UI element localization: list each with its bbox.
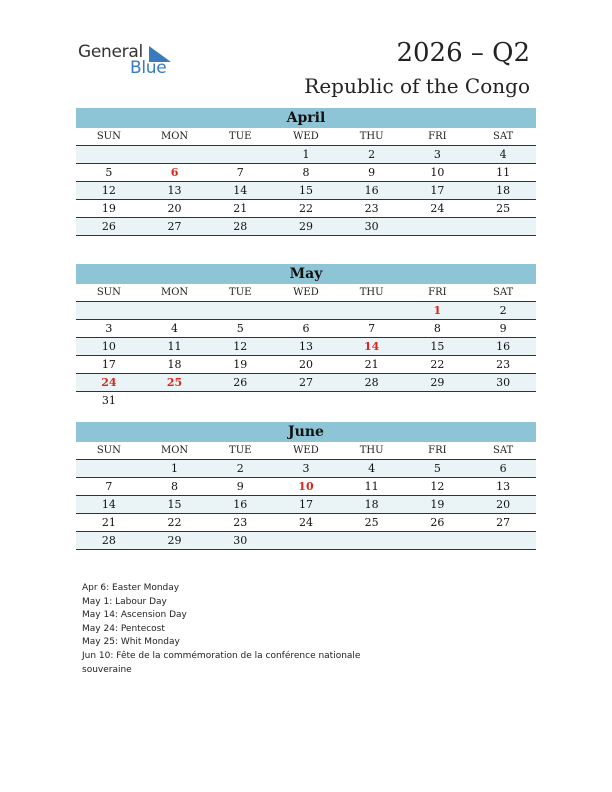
weekday-label: FRI xyxy=(405,284,471,302)
day-cell: 1 xyxy=(405,302,471,320)
week-row xyxy=(76,218,536,236)
day-cell: 23 xyxy=(470,356,536,374)
empty-day-cell xyxy=(76,460,142,478)
day-cell: 11 xyxy=(470,164,536,182)
day-cell: 9 xyxy=(339,164,405,182)
day-cell: 13 xyxy=(142,182,208,200)
day-cell: 24 xyxy=(273,514,339,532)
day-cell: 22 xyxy=(273,200,339,218)
day-cell: 29 xyxy=(273,218,339,236)
empty-day-cell xyxy=(470,392,536,410)
holiday-note: May 25: Whit Monday xyxy=(82,637,180,648)
day-cell: 5 xyxy=(76,164,142,182)
empty-day-cell xyxy=(273,392,339,410)
day-cell: 13 xyxy=(470,478,536,496)
weekday-label: THU xyxy=(339,284,405,302)
day-cell: 2 xyxy=(339,146,405,164)
day-cell: 15 xyxy=(273,182,339,200)
day-cell: 2 xyxy=(470,302,536,320)
day-cell: 14 xyxy=(207,182,273,200)
day-cell: 20 xyxy=(470,496,536,514)
weekday-label: WED xyxy=(273,128,339,146)
holiday-note: May 1: Labour Day xyxy=(82,596,167,607)
holiday-note: May 24: Pentecost xyxy=(82,623,165,634)
page-title: 2026 – Q2 xyxy=(396,38,530,68)
day-cell: 28 xyxy=(339,374,405,392)
day-cell: 7 xyxy=(76,478,142,496)
day-cell: 8 xyxy=(273,164,339,182)
day-cell: 18 xyxy=(339,496,405,514)
empty-day-cell xyxy=(273,302,339,320)
week-row xyxy=(76,302,536,320)
day-cell: 18 xyxy=(470,182,536,200)
day-cell: 6 xyxy=(273,320,339,338)
day-cell: 4 xyxy=(142,320,208,338)
day-cell: 25 xyxy=(470,200,536,218)
day-cell: 29 xyxy=(405,374,471,392)
day-cell: 6 xyxy=(470,460,536,478)
weekday-label: FRI xyxy=(405,128,471,146)
day-cell: 20 xyxy=(273,356,339,374)
day-cell: 12 xyxy=(207,338,273,356)
empty-day-cell xyxy=(470,218,536,236)
day-cell: 17 xyxy=(405,182,471,200)
day-cell: 7 xyxy=(207,164,273,182)
holiday-note: May 14: Ascension Day xyxy=(82,610,187,621)
day-cell: 10 xyxy=(273,478,339,496)
week-row xyxy=(76,460,536,478)
weekday-label: FRI xyxy=(405,442,471,460)
weekday-label: THU xyxy=(339,442,405,460)
day-cell: 28 xyxy=(207,218,273,236)
day-cell: 3 xyxy=(405,146,471,164)
empty-day-cell xyxy=(405,532,471,550)
day-cell: 18 xyxy=(142,356,208,374)
weekday-label: WED xyxy=(273,284,339,302)
calendar-table xyxy=(76,128,536,236)
day-cell: 1 xyxy=(142,460,208,478)
day-cell: 8 xyxy=(142,478,208,496)
empty-day-cell xyxy=(207,146,273,164)
weekday-label: SAT xyxy=(470,128,536,146)
weekday-label: SUN xyxy=(76,128,142,146)
day-cell: 25 xyxy=(339,514,405,532)
day-cell: 11 xyxy=(142,338,208,356)
empty-day-cell xyxy=(273,532,339,550)
empty-day-cell xyxy=(339,392,405,410)
day-cell: 16 xyxy=(207,496,273,514)
weekday-label: MON xyxy=(142,128,208,146)
day-cell: 12 xyxy=(405,478,471,496)
day-cell: 9 xyxy=(470,320,536,338)
week-row xyxy=(76,164,536,182)
day-cell: 10 xyxy=(76,338,142,356)
day-cell: 9 xyxy=(207,478,273,496)
day-cell: 10 xyxy=(405,164,471,182)
logo-word-general: General xyxy=(78,42,143,62)
weekday-row xyxy=(76,442,536,460)
week-row xyxy=(76,532,536,550)
day-cell: 27 xyxy=(273,374,339,392)
weekday-label: SUN xyxy=(76,442,142,460)
month-title: June xyxy=(76,422,536,442)
empty-day-cell xyxy=(339,302,405,320)
day-cell: 21 xyxy=(339,356,405,374)
holiday-notes xyxy=(82,582,382,677)
day-cell: 17 xyxy=(76,356,142,374)
day-cell: 14 xyxy=(339,338,405,356)
day-cell: 22 xyxy=(142,514,208,532)
holiday-note: Jun 10: Fête de la commémoration de la conférence nationale xyxy=(82,650,361,661)
day-cell: 30 xyxy=(339,218,405,236)
day-cell: 24 xyxy=(76,374,142,392)
weekday-label: WED xyxy=(273,442,339,460)
week-row xyxy=(76,374,536,392)
day-cell: 26 xyxy=(405,514,471,532)
empty-day-cell xyxy=(405,218,471,236)
weekday-label: TUE xyxy=(207,128,273,146)
week-row xyxy=(76,496,536,514)
weekday-label: SAT xyxy=(470,442,536,460)
weekday-label: TUE xyxy=(207,442,273,460)
day-cell: 16 xyxy=(470,338,536,356)
day-cell: 12 xyxy=(76,182,142,200)
holiday-note: Apr 6: Easter Monday xyxy=(82,583,180,593)
day-cell: 8 xyxy=(405,320,471,338)
day-cell: 5 xyxy=(207,320,273,338)
day-cell: 1 xyxy=(273,146,339,164)
week-row xyxy=(76,392,536,410)
day-cell: 30 xyxy=(470,374,536,392)
empty-day-cell xyxy=(405,392,471,410)
day-cell: 26 xyxy=(207,374,273,392)
day-cell: 20 xyxy=(142,200,208,218)
day-cell: 4 xyxy=(339,460,405,478)
day-cell: 27 xyxy=(142,218,208,236)
day-cell: 15 xyxy=(142,496,208,514)
empty-day-cell xyxy=(470,532,536,550)
day-cell: 4 xyxy=(470,146,536,164)
weekday-label: MON xyxy=(142,284,208,302)
empty-day-cell xyxy=(142,302,208,320)
generalblue-logo xyxy=(78,42,178,78)
weekday-label: SAT xyxy=(470,284,536,302)
week-row xyxy=(76,320,536,338)
month-title: April xyxy=(76,108,536,128)
empty-day-cell xyxy=(207,302,273,320)
day-cell: 2 xyxy=(207,460,273,478)
week-row xyxy=(76,200,536,218)
day-cell: 21 xyxy=(76,514,142,532)
day-cell: 31 xyxy=(101,394,116,407)
week-row xyxy=(76,356,536,374)
week-row xyxy=(76,182,536,200)
day-cell: 15 xyxy=(405,338,471,356)
day-cell: 13 xyxy=(273,338,339,356)
calendar-table xyxy=(76,284,536,409)
month-title: May xyxy=(76,264,536,284)
day-cell: 14 xyxy=(76,496,142,514)
month-may xyxy=(76,264,536,409)
day-cell: 30 xyxy=(207,532,273,550)
day-cell: 16 xyxy=(339,182,405,200)
day-cell: 19 xyxy=(207,356,273,374)
day-cell: 3 xyxy=(76,320,142,338)
day-cell: 3 xyxy=(273,460,339,478)
weekday-label: THU xyxy=(339,128,405,146)
empty-day-cell xyxy=(207,392,273,410)
empty-day-cell xyxy=(339,532,405,550)
day-cell: 11 xyxy=(339,478,405,496)
day-cell: 24 xyxy=(405,200,471,218)
day-cell: 23 xyxy=(339,200,405,218)
weekday-row xyxy=(76,284,536,302)
empty-day-cell xyxy=(142,392,208,410)
week-row xyxy=(76,514,536,532)
day-cell: 29 xyxy=(142,532,208,550)
weekday-label: SUN xyxy=(76,284,142,302)
weekday-label: MON xyxy=(142,442,208,460)
empty-day-cell xyxy=(76,302,142,320)
day-cell: 21 xyxy=(207,200,273,218)
week-row xyxy=(76,338,536,356)
month-april xyxy=(76,108,536,236)
week-row xyxy=(76,478,536,496)
empty-day-cell xyxy=(142,146,208,164)
month-june xyxy=(76,422,536,550)
week-row xyxy=(76,146,536,164)
day-cell: 19 xyxy=(405,496,471,514)
logo-word-blue: Blue xyxy=(130,58,167,78)
day-cell: 26 xyxy=(76,218,142,236)
day-cell: 23 xyxy=(207,514,273,532)
day-cell: 6 xyxy=(142,164,208,182)
weekday-row xyxy=(76,128,536,146)
day-cell: 5 xyxy=(405,460,471,478)
day-cell: 22 xyxy=(405,356,471,374)
day-cell: 17 xyxy=(273,496,339,514)
weekday-label: TUE xyxy=(207,284,273,302)
day-cell: 28 xyxy=(76,532,142,550)
day-cell: 27 xyxy=(470,514,536,532)
day-cell: 7 xyxy=(339,320,405,338)
calendar-table xyxy=(76,442,536,550)
day-cell: 19 xyxy=(76,200,142,218)
page-subtitle: Republic of the Congo xyxy=(304,74,530,98)
day-cell: 25 xyxy=(142,374,208,392)
empty-day-cell xyxy=(76,146,142,164)
holiday-note: souveraine xyxy=(82,664,132,675)
